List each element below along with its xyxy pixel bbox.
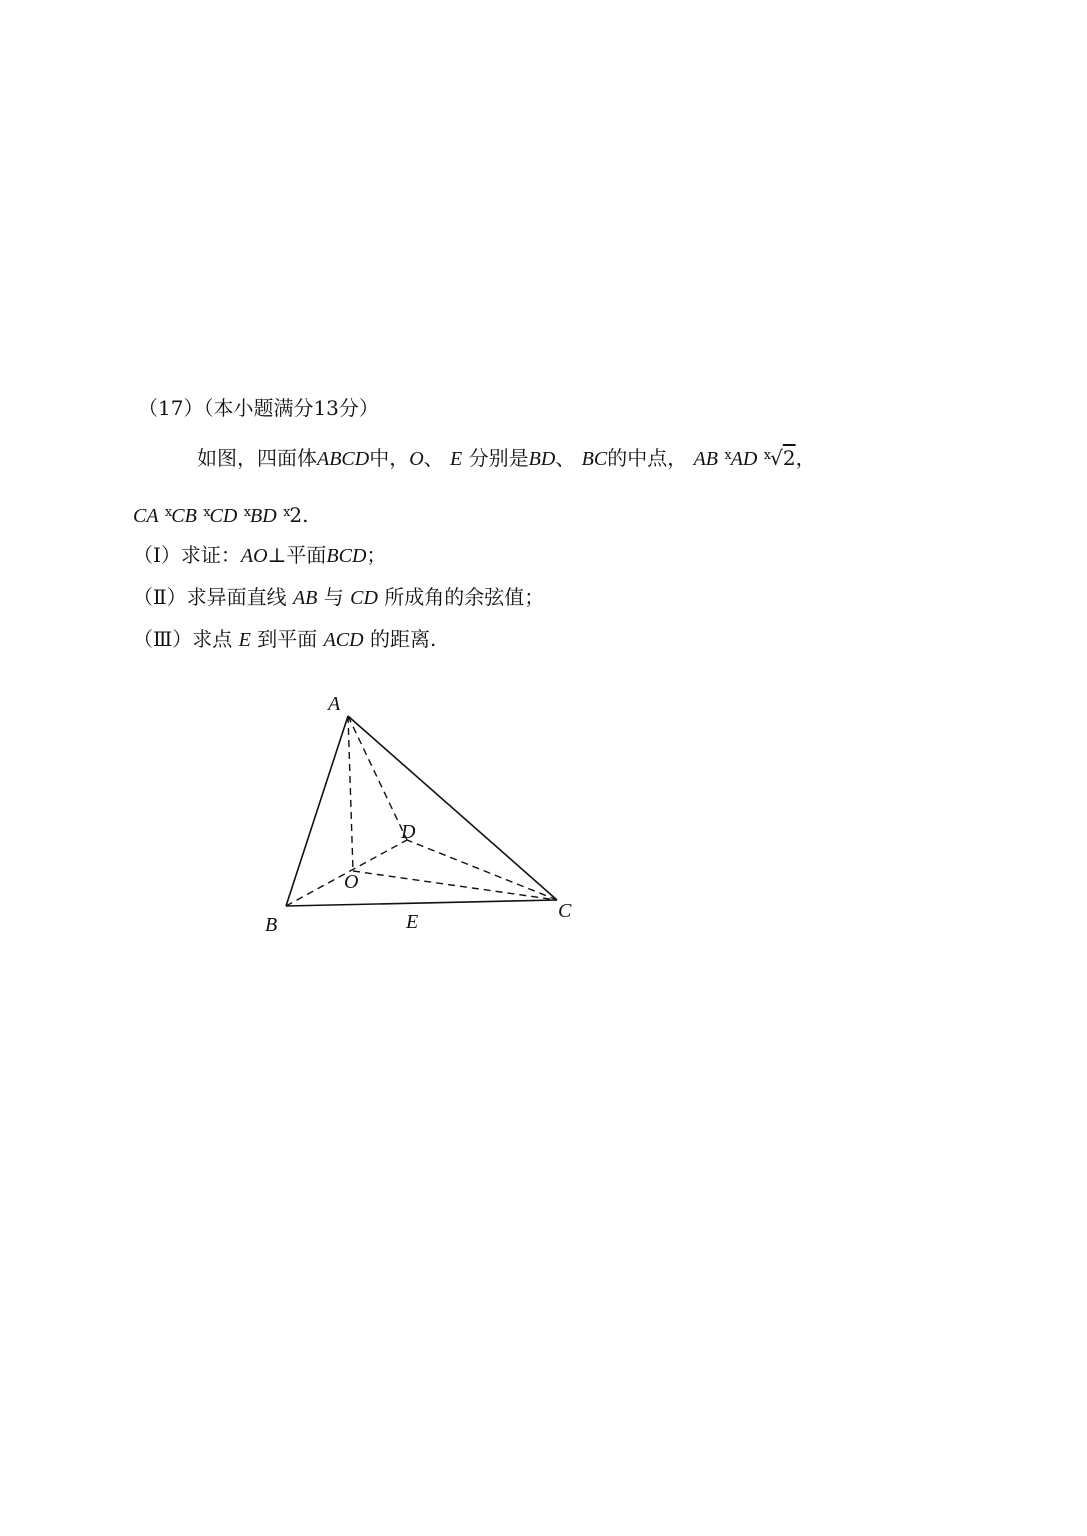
comma: ， xyxy=(795,446,816,470)
equals-symbol: ⅹ xyxy=(763,448,771,463)
part-suffix: ； xyxy=(366,543,387,567)
segment-ca: CA xyxy=(133,505,159,527)
label-c: C xyxy=(558,900,572,922)
segment-oc xyxy=(353,871,557,900)
edge-bc xyxy=(286,900,557,906)
problem-number: （17） xyxy=(138,396,204,420)
part-suffix: 的距离. xyxy=(369,627,437,651)
edge-ac xyxy=(348,716,557,900)
tetrahedron-figure xyxy=(255,685,595,945)
equals-symbol: ⅹ xyxy=(243,505,251,520)
segment-bd: BD xyxy=(250,505,277,527)
value-two: 2 xyxy=(289,503,303,527)
point-o: O xyxy=(409,448,424,470)
segment-bd: BD xyxy=(528,448,556,470)
part-math: AB xyxy=(292,587,318,609)
label-d: D xyxy=(401,821,416,843)
part-2 xyxy=(133,583,544,612)
midpoint-end: 的中点， xyxy=(607,446,688,470)
label-a: A xyxy=(328,693,341,715)
intro-mid: 中， xyxy=(369,446,410,470)
part-label: （Ⅰ） xyxy=(133,543,181,567)
separator: 、 xyxy=(555,446,576,470)
part-1 xyxy=(133,541,386,570)
part-suffix: 所成角的余弦值； xyxy=(384,585,545,609)
part-math: BCD xyxy=(326,545,367,567)
segment-ad: AD xyxy=(730,448,758,470)
score-note: （本小题满分13分） xyxy=(203,396,379,420)
problem-statement-line-2 xyxy=(133,499,309,530)
equals-symbol: ⅹ xyxy=(724,448,731,463)
segment-ab: AB xyxy=(693,448,718,470)
midpoint-text: 分别是 xyxy=(468,446,529,470)
part-label: （Ⅲ） xyxy=(133,627,193,651)
part-prefix: 求证： xyxy=(180,543,241,567)
part-mid: 与 xyxy=(323,585,344,609)
intro-text: 如图，四面体 xyxy=(197,446,317,470)
sqrt-sign: √ xyxy=(770,446,783,470)
edge-ad xyxy=(348,716,407,840)
label-e: E xyxy=(406,911,419,933)
part-math: CD xyxy=(350,587,378,609)
equals-symbol: ⅹ xyxy=(283,505,290,520)
edge-ab xyxy=(286,716,348,906)
equals-symbol: ⅹ xyxy=(203,505,210,520)
label-o: O xyxy=(344,871,359,893)
part-prefix: 求异面直线 xyxy=(186,585,287,609)
tetrahedron-name: ABCD xyxy=(317,448,370,470)
part-3 xyxy=(133,625,436,654)
problem-heading xyxy=(138,394,379,422)
edge-cd xyxy=(407,840,557,900)
segment-cd: CD xyxy=(209,505,238,527)
part-math: ACD xyxy=(323,629,364,651)
period: . xyxy=(302,503,309,527)
part-math: E xyxy=(238,629,251,651)
sqrt-value: 2 xyxy=(782,446,796,470)
part-math: AO xyxy=(240,545,268,567)
label-b: B xyxy=(265,914,278,936)
segment-cb: CB xyxy=(171,505,197,527)
point-e: E xyxy=(450,448,463,470)
part-mid: ⊥平面 xyxy=(267,543,327,567)
segment-ao xyxy=(348,716,353,871)
part-mid: 到平面 xyxy=(257,627,318,651)
part-label: （Ⅱ） xyxy=(133,585,187,609)
part-prefix: 求点 xyxy=(192,627,233,651)
problem-statement-line-1 xyxy=(197,442,816,473)
separator: 、 xyxy=(423,446,444,470)
equals-symbol: ⅹ xyxy=(164,505,172,520)
segment-bc: BC xyxy=(581,448,608,470)
